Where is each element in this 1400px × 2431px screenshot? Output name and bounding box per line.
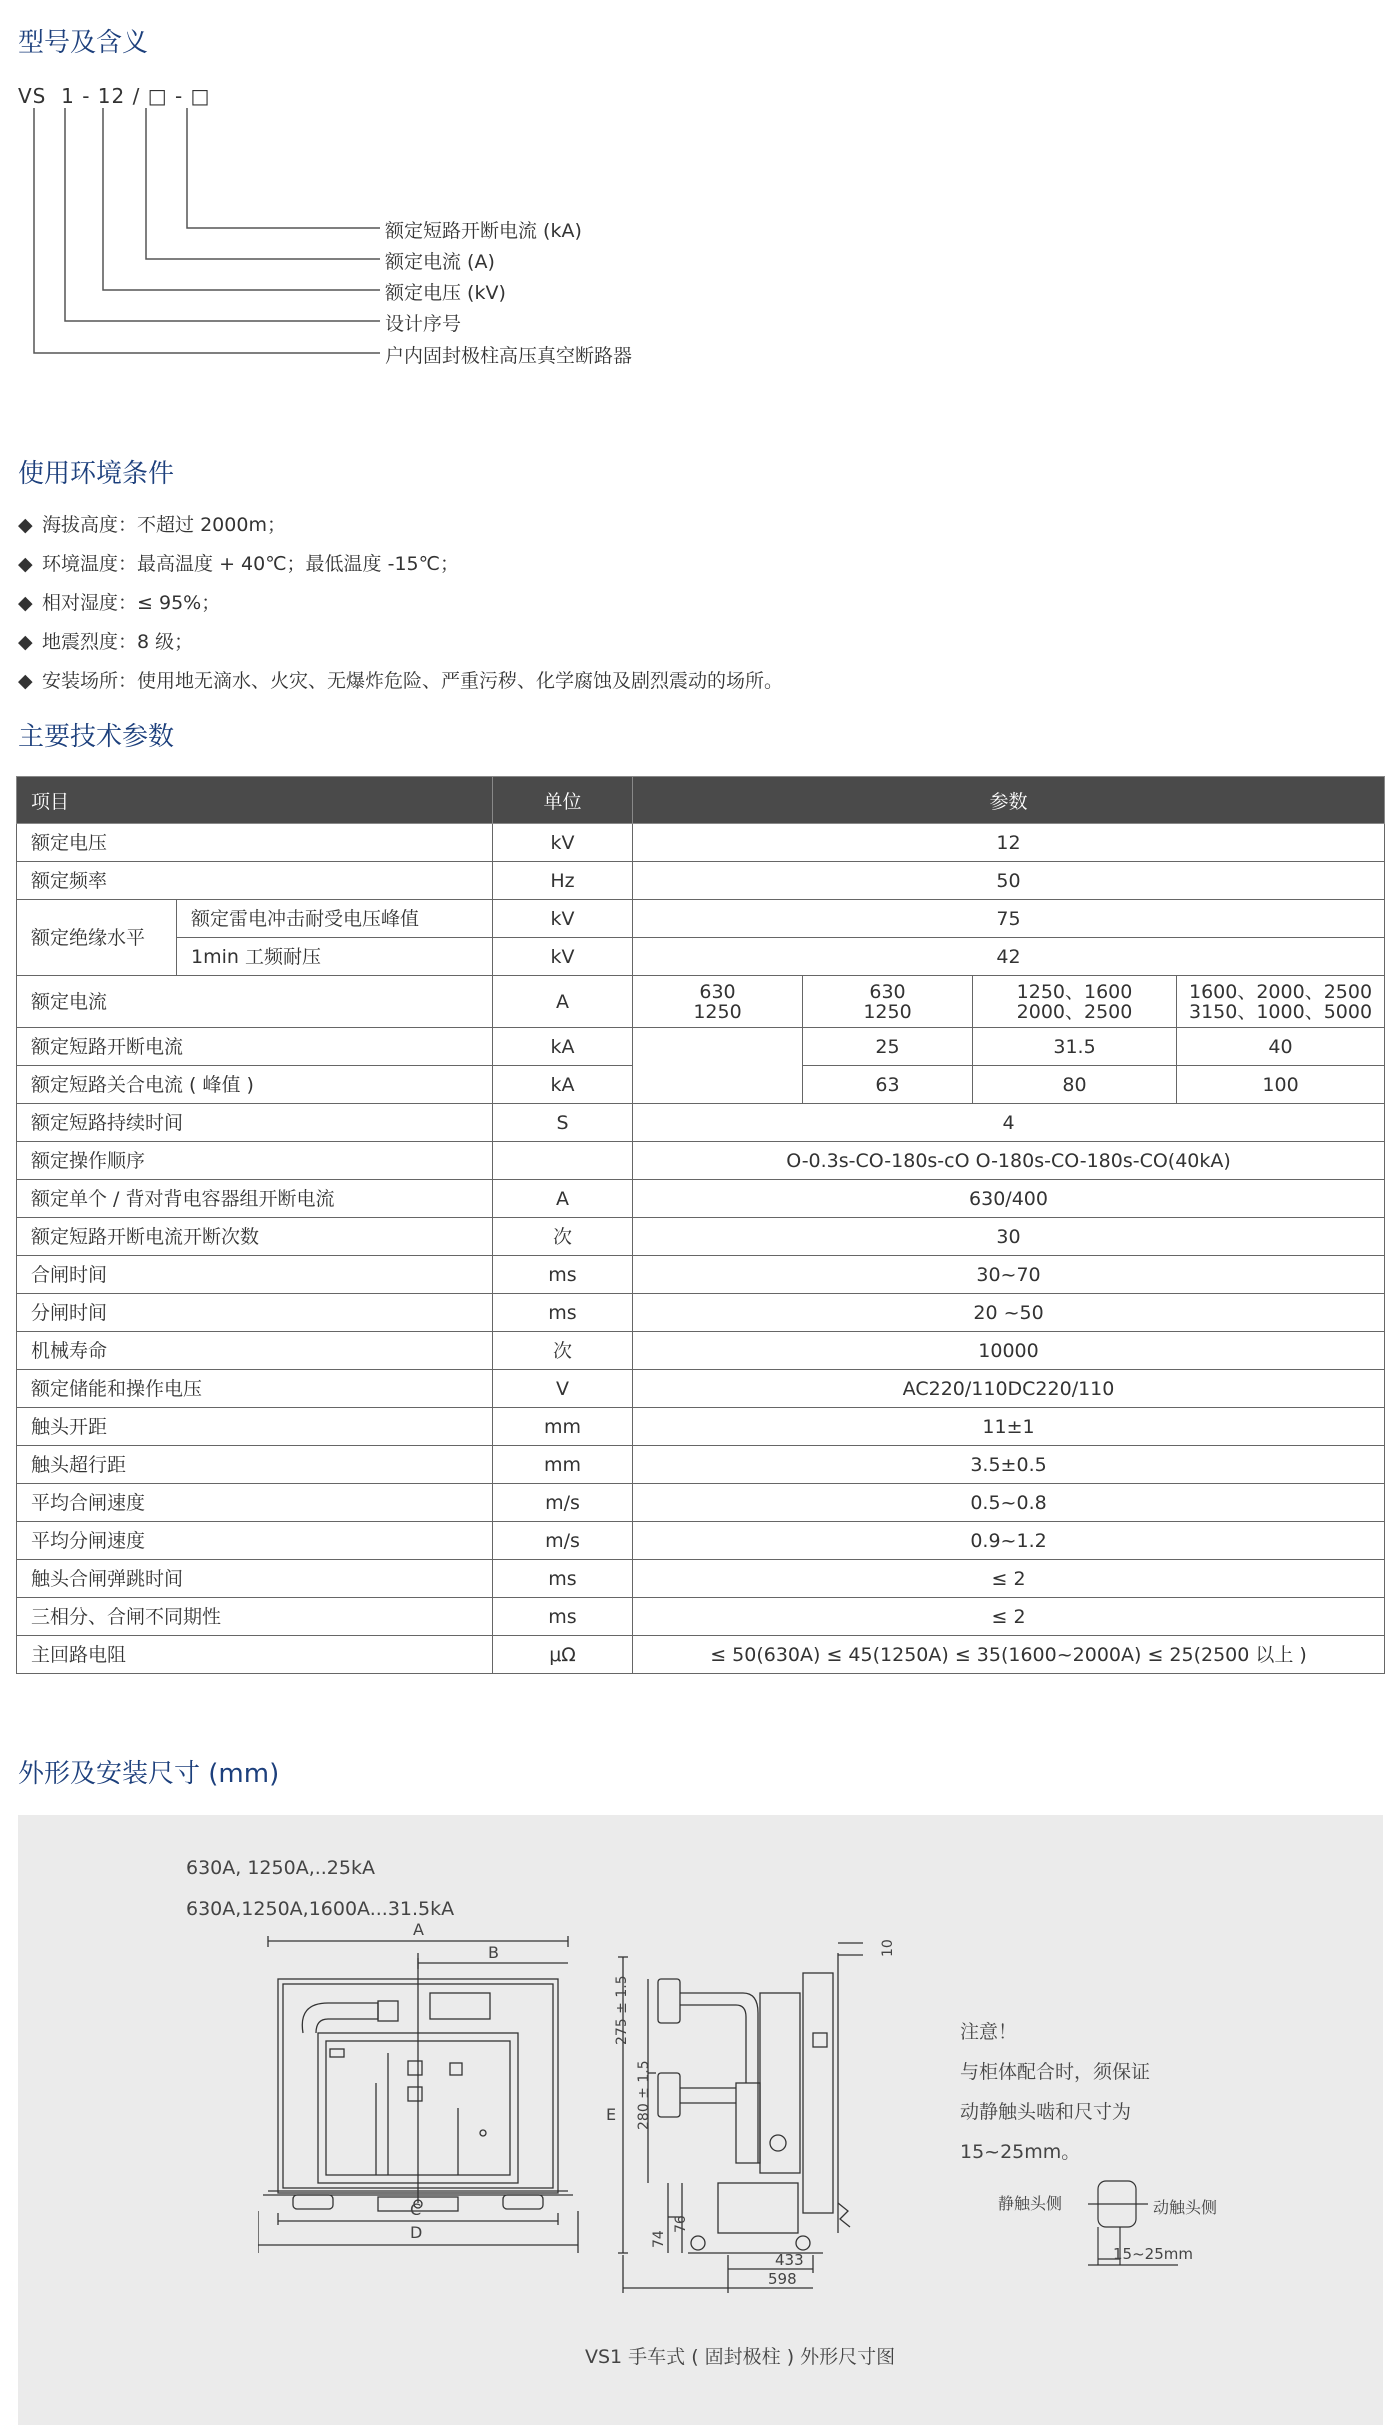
dimension-label: E bbox=[606, 2105, 617, 2124]
table-cell: 主回路电阻 bbox=[17, 1636, 493, 1674]
table-row bbox=[17, 1180, 1385, 1218]
bullet-icon: ◆ bbox=[18, 592, 33, 614]
front-view-diagram bbox=[258, 1933, 618, 2313]
table-cell: μΩ bbox=[493, 1636, 633, 1674]
table-cell: 额定短路持续时间 bbox=[17, 1104, 493, 1142]
table-cell: 30~70 bbox=[633, 1256, 1385, 1294]
table-row bbox=[17, 1294, 1385, 1332]
table-row bbox=[17, 900, 1385, 938]
model-code-part: 1 bbox=[61, 84, 75, 108]
table-cell: 平均分闸速度 bbox=[17, 1522, 493, 1560]
table-cell: V bbox=[493, 1370, 633, 1408]
table-cell: 11±1 bbox=[633, 1408, 1385, 1446]
table-header: 项目 bbox=[17, 777, 493, 824]
model-code-part: □ bbox=[190, 84, 211, 108]
table-cell: 50 bbox=[633, 862, 1385, 900]
table-cell: 机械寿命 bbox=[17, 1332, 493, 1370]
table-row bbox=[17, 1066, 1385, 1104]
table-cell: ms bbox=[493, 1256, 633, 1294]
table-cell: Hz bbox=[493, 862, 633, 900]
drawing-section-title: 外形及安装尺寸 (mm) bbox=[18, 1759, 280, 1789]
table-cell: 额定短路开断电流 bbox=[17, 1028, 493, 1066]
bullet-icon: ◆ bbox=[18, 631, 33, 653]
table-cell: 4 bbox=[633, 1104, 1385, 1142]
table-cell: 额定储能和操作电压 bbox=[17, 1370, 493, 1408]
table-row bbox=[17, 1484, 1385, 1522]
notice-line: 15~25mm。 bbox=[960, 2141, 1081, 2163]
table-cell bbox=[633, 1028, 803, 1066]
table-cell: 0.5~0.8 bbox=[633, 1484, 1385, 1522]
table-cell: S bbox=[493, 1104, 633, 1142]
environment-item: ◆ 海拔高度：不超过 2000m； bbox=[18, 514, 286, 536]
spec-table bbox=[16, 776, 1385, 1674]
table-cell: mm bbox=[493, 1408, 633, 1446]
dimension-label: D bbox=[410, 2223, 423, 2242]
moving-contact-label: 动触头侧 bbox=[1153, 2198, 1218, 2217]
table-cell: A bbox=[493, 1180, 633, 1218]
table-cell: 1250、1600 2000、2500 bbox=[973, 976, 1177, 1028]
table-cell: 额定雷电冲击耐受电压峰值 bbox=[177, 900, 493, 938]
table-cell: 三相分、合闸不同期性 bbox=[17, 1598, 493, 1636]
table-cell: kA bbox=[493, 1066, 633, 1104]
table-row bbox=[17, 1028, 1385, 1066]
bullet-icon: ◆ bbox=[18, 514, 33, 536]
dimension-label: 280 ± 1.5 bbox=[636, 2060, 652, 2130]
table-cell: m/s bbox=[493, 1484, 633, 1522]
table-cell: 触头合闸弹跳时间 bbox=[17, 1560, 493, 1598]
table-row bbox=[17, 1408, 1385, 1446]
table-row bbox=[17, 1522, 1385, 1560]
model-legend-item: 额定电流 (A) bbox=[385, 251, 495, 273]
model-legend-item: 设计序号 bbox=[385, 313, 462, 335]
table-cell: 额定单个 / 背对背电容器组开断电流 bbox=[17, 1180, 493, 1218]
model-section-title: 型号及含义 bbox=[18, 28, 149, 58]
model-legend-item: 额定短路开断电流 (kA) bbox=[385, 220, 582, 242]
table-row bbox=[17, 1446, 1385, 1484]
table-cell: 10000 bbox=[633, 1332, 1385, 1370]
table-cell: 25 bbox=[803, 1028, 973, 1066]
table-cell: 42 bbox=[633, 938, 1385, 976]
table-cell: ≤ 2 bbox=[633, 1598, 1385, 1636]
notice-line: 与柜体配合时，须保证 bbox=[960, 2061, 1151, 2083]
table-cell: 分闸时间 bbox=[17, 1294, 493, 1332]
table-cell: 630 1250 bbox=[633, 976, 803, 1028]
environment-section-title: 使用环境条件 bbox=[18, 459, 175, 489]
table-cell: 额定短路关合电流 ( 峰值 ) bbox=[17, 1066, 493, 1104]
dimension-label: A bbox=[413, 1920, 424, 1939]
dimension-label: 76 bbox=[673, 2215, 689, 2233]
table-cell: 次 bbox=[493, 1332, 633, 1370]
table-row bbox=[17, 1218, 1385, 1256]
table-cell: kV bbox=[493, 824, 633, 862]
table-cell: AC220/110DC220/110 bbox=[633, 1370, 1385, 1408]
table-row bbox=[17, 1370, 1385, 1408]
dimension-label: B bbox=[488, 1943, 499, 1962]
table-cell: mm bbox=[493, 1446, 633, 1484]
table-cell: 额定绝缘水平 bbox=[17, 900, 177, 976]
notice-line: 动静触头啮和尺寸为 bbox=[960, 2101, 1132, 2123]
table-cell: 额定电压 bbox=[17, 824, 493, 862]
table-cell: 100 bbox=[1177, 1066, 1385, 1104]
table-cell: kA bbox=[493, 1028, 633, 1066]
dimension-label: 433 bbox=[775, 2251, 804, 2269]
drawing-panel bbox=[18, 1815, 1383, 2425]
environment-item: ◆ 环境温度：最高温度 + 40℃；最低温度 -15℃； bbox=[18, 553, 459, 575]
dimension-label: C bbox=[410, 2200, 422, 2219]
table-cell: 触头开距 bbox=[17, 1408, 493, 1446]
table-cell: 次 bbox=[493, 1218, 633, 1256]
table-cell: 平均合闸速度 bbox=[17, 1484, 493, 1522]
model-legend-item: 额定电压 (kV) bbox=[385, 282, 506, 304]
table-row bbox=[17, 1142, 1385, 1180]
table-row bbox=[17, 1332, 1385, 1370]
environment-item: ◆ 相对湿度：≤ 95%； bbox=[18, 592, 221, 614]
model-legend-item: 户内固封极柱高压真空断路器 bbox=[385, 345, 633, 367]
table-cell: 12 bbox=[633, 824, 1385, 862]
table-cell: 额定频率 bbox=[17, 862, 493, 900]
table-cell: ms bbox=[493, 1560, 633, 1598]
table-header: 参数 bbox=[633, 777, 1385, 824]
table-row bbox=[17, 824, 1385, 862]
table-cell: A bbox=[493, 976, 633, 1028]
drawing-spec-line: 630A, 1250A,..25kA bbox=[186, 1857, 375, 1879]
table-cell: ≤ 50(630A) ≤ 45(1250A) ≤ 35(1600~2000A) ≤ 25(2500 以上 ) bbox=[633, 1636, 1385, 1674]
table-cell: m/s bbox=[493, 1522, 633, 1560]
table-cell: 额定电流 bbox=[17, 976, 493, 1028]
table-row bbox=[17, 976, 1385, 1028]
bullet-icon: ◆ bbox=[18, 670, 33, 692]
model-legend-lines bbox=[0, 0, 400, 380]
table-row bbox=[17, 1636, 1385, 1674]
dimension-label: 275 ± 1.5 bbox=[614, 1975, 630, 2045]
table-cell: 触头超行距 bbox=[17, 1446, 493, 1484]
table-cell: 1min 工频耐压 bbox=[177, 938, 493, 976]
model-code-part: - bbox=[174, 84, 184, 108]
model-code-part: / bbox=[132, 84, 141, 108]
table-cell: 30 bbox=[633, 1218, 1385, 1256]
table-cell: 1600、2000、2500 3150、1000、5000 bbox=[1177, 976, 1385, 1028]
static-contact-label: 静触头侧 bbox=[998, 2194, 1063, 2213]
dimension-label: 598 bbox=[768, 2270, 797, 2288]
notice-line: 注意！ bbox=[960, 2021, 1018, 2043]
table-cell: 40 bbox=[1177, 1028, 1385, 1066]
table-cell: ms bbox=[493, 1294, 633, 1332]
spec-section-title: 主要技术参数 bbox=[18, 722, 175, 752]
table-cell: 75 bbox=[633, 900, 1385, 938]
environment-item: ◆ 地震烈度：8 级； bbox=[18, 631, 194, 653]
table-cell: ms bbox=[493, 1598, 633, 1636]
table-cell: 80 bbox=[973, 1066, 1177, 1104]
drawing-caption: VS1 手车式 ( 固封极柱 ) 外形尺寸图 bbox=[585, 2346, 896, 2368]
model-code-part: 12 bbox=[97, 84, 126, 108]
table-cell: 额定操作顺序 bbox=[17, 1142, 493, 1180]
table-row bbox=[17, 1104, 1385, 1142]
model-code-part: VS bbox=[18, 84, 47, 108]
table-row bbox=[17, 1598, 1385, 1636]
table-cell: kV bbox=[493, 900, 633, 938]
table-row bbox=[17, 938, 1385, 976]
dimension-label: 15~25mm bbox=[1113, 2245, 1193, 2263]
drawing-spec-line: 630A,1250A,1600A...31.5kA bbox=[186, 1898, 455, 1920]
table-cell: 630 1250 bbox=[803, 976, 973, 1028]
table-row bbox=[17, 1256, 1385, 1294]
dimension-label: 74 bbox=[651, 2230, 667, 2248]
table-cell: 0.9~1.2 bbox=[633, 1522, 1385, 1560]
table-header: 单位 bbox=[493, 777, 633, 824]
table-cell: O-0.3s-CO-180s-cO O-180s-CO-180s-CO(40kA) bbox=[633, 1142, 1385, 1180]
table-cell: 合闸时间 bbox=[17, 1256, 493, 1294]
table-cell: 630/400 bbox=[633, 1180, 1385, 1218]
table-cell: 3.5±0.5 bbox=[633, 1446, 1385, 1484]
table-cell: 63 bbox=[803, 1066, 973, 1104]
model-code-part: - bbox=[82, 84, 91, 108]
table-cell: kV bbox=[493, 938, 633, 976]
table-cell: 额定短路开断电流开断次数 bbox=[17, 1218, 493, 1256]
table-row bbox=[17, 1560, 1385, 1598]
bullet-icon: ◆ bbox=[18, 553, 33, 575]
table-cell: 31.5 bbox=[973, 1028, 1177, 1066]
table-cell: ≤ 2 bbox=[633, 1560, 1385, 1598]
table-row bbox=[17, 862, 1385, 900]
dimension-label: 10 bbox=[880, 1939, 896, 1957]
model-code-part: □ bbox=[147, 84, 168, 108]
table-cell: 20 ~50 bbox=[633, 1294, 1385, 1332]
table-cell bbox=[633, 1066, 803, 1104]
table-cell bbox=[493, 1142, 633, 1180]
environment-item: ◆ 安装场所：使用地无滴水、火灾、无爆炸危险、严重污秽、化学腐蚀及剧烈震动的场所。 bbox=[18, 670, 784, 692]
table-header-row bbox=[17, 777, 1385, 824]
